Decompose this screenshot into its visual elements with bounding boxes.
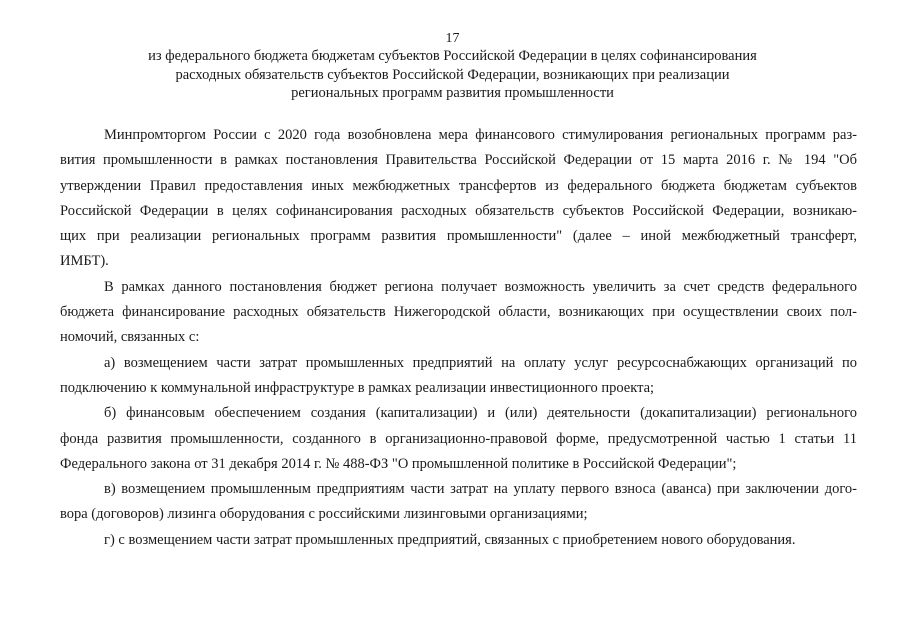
list-item-g xyxy=(60,528,857,553)
heading-line: расходных обязательств субъектов Российской Федерации, возникающих при реализации xyxy=(175,66,730,83)
text-line: утверждении Правил предоставления иных межбюджетных трансфертов из федерального бюджета бюджетам субъектов xyxy=(60,177,857,194)
page-number: 17 xyxy=(445,31,460,46)
heading-line: региональных программ развития промышленности xyxy=(291,85,614,102)
text-line: ИМБТ). xyxy=(60,253,109,270)
list-item-b xyxy=(60,401,857,477)
text-line: щих при реализации региональных программ развития промышленности" (далее – иной межбюджетный трансферт, xyxy=(60,228,857,245)
text-line: Федерального закона от 31 декабря 2014 г. № 488-ФЗ "О промышленной политике в Российской Федерации"; xyxy=(60,455,737,472)
heading-line: из федерального бюджета бюджетам субъектов Российской Федерации в целях софинансирования xyxy=(148,48,757,64)
text-line: г) с возмещением части затрат промышленных предприятий, связанных с приобретением нового оборудования. xyxy=(104,531,796,548)
text-line: В рамках данного постановления бюджет региона получает возможность увеличить за счет средств федерального xyxy=(104,278,857,295)
text-line: б) финансовым обеспечением создания (капитализации) и (или) деятельности (докапитализации) регионального xyxy=(104,405,857,422)
text-line: фонда развития промышленности, созданного в организационно-правовой форме, предусмотренной частью 1 статьи 11 xyxy=(60,430,857,447)
text-line: а) возмещением части затрат промышленных предприятий на оплату услуг ресурсоснабжающих организаций по xyxy=(104,354,857,371)
list-item-a xyxy=(60,351,857,402)
text-line: бюджета финансирование расходных обязательств Нижегородской области, возникающих при осуществлении своих пол- xyxy=(60,304,857,321)
body-text xyxy=(60,123,857,553)
text-line: подключению к коммунальной инфраструктуре в рамках реализации инвестиционного проекта; xyxy=(60,379,655,396)
text-line: Российской Федерации в целях софинансирования расходных обязательств субъектов Российской Федерации, возникаю- xyxy=(60,202,857,219)
text-line: в) возмещением промышленным предприятиям части затрат на уплату первого взноса (аванса) при заключении дого- xyxy=(104,481,857,498)
list-item-v xyxy=(60,477,857,528)
text-line: номочий, связанных с: xyxy=(60,329,200,346)
paragraph-1 xyxy=(60,123,857,275)
section-heading xyxy=(120,47,785,103)
text-line: Минпромторгом России с 2020 года возобновлена мера финансового стимулирования региональных программ раз- xyxy=(104,127,857,143)
paragraph-2 xyxy=(60,275,857,351)
text-line: вора (договоров) лизинга оборудования с российскими лизинговыми организациями; xyxy=(60,506,588,523)
text-line: вития промышленности в рамках постановления Правительства Российской Федерации от 15 марта 2016 г. № 194 "Об xyxy=(60,152,857,169)
